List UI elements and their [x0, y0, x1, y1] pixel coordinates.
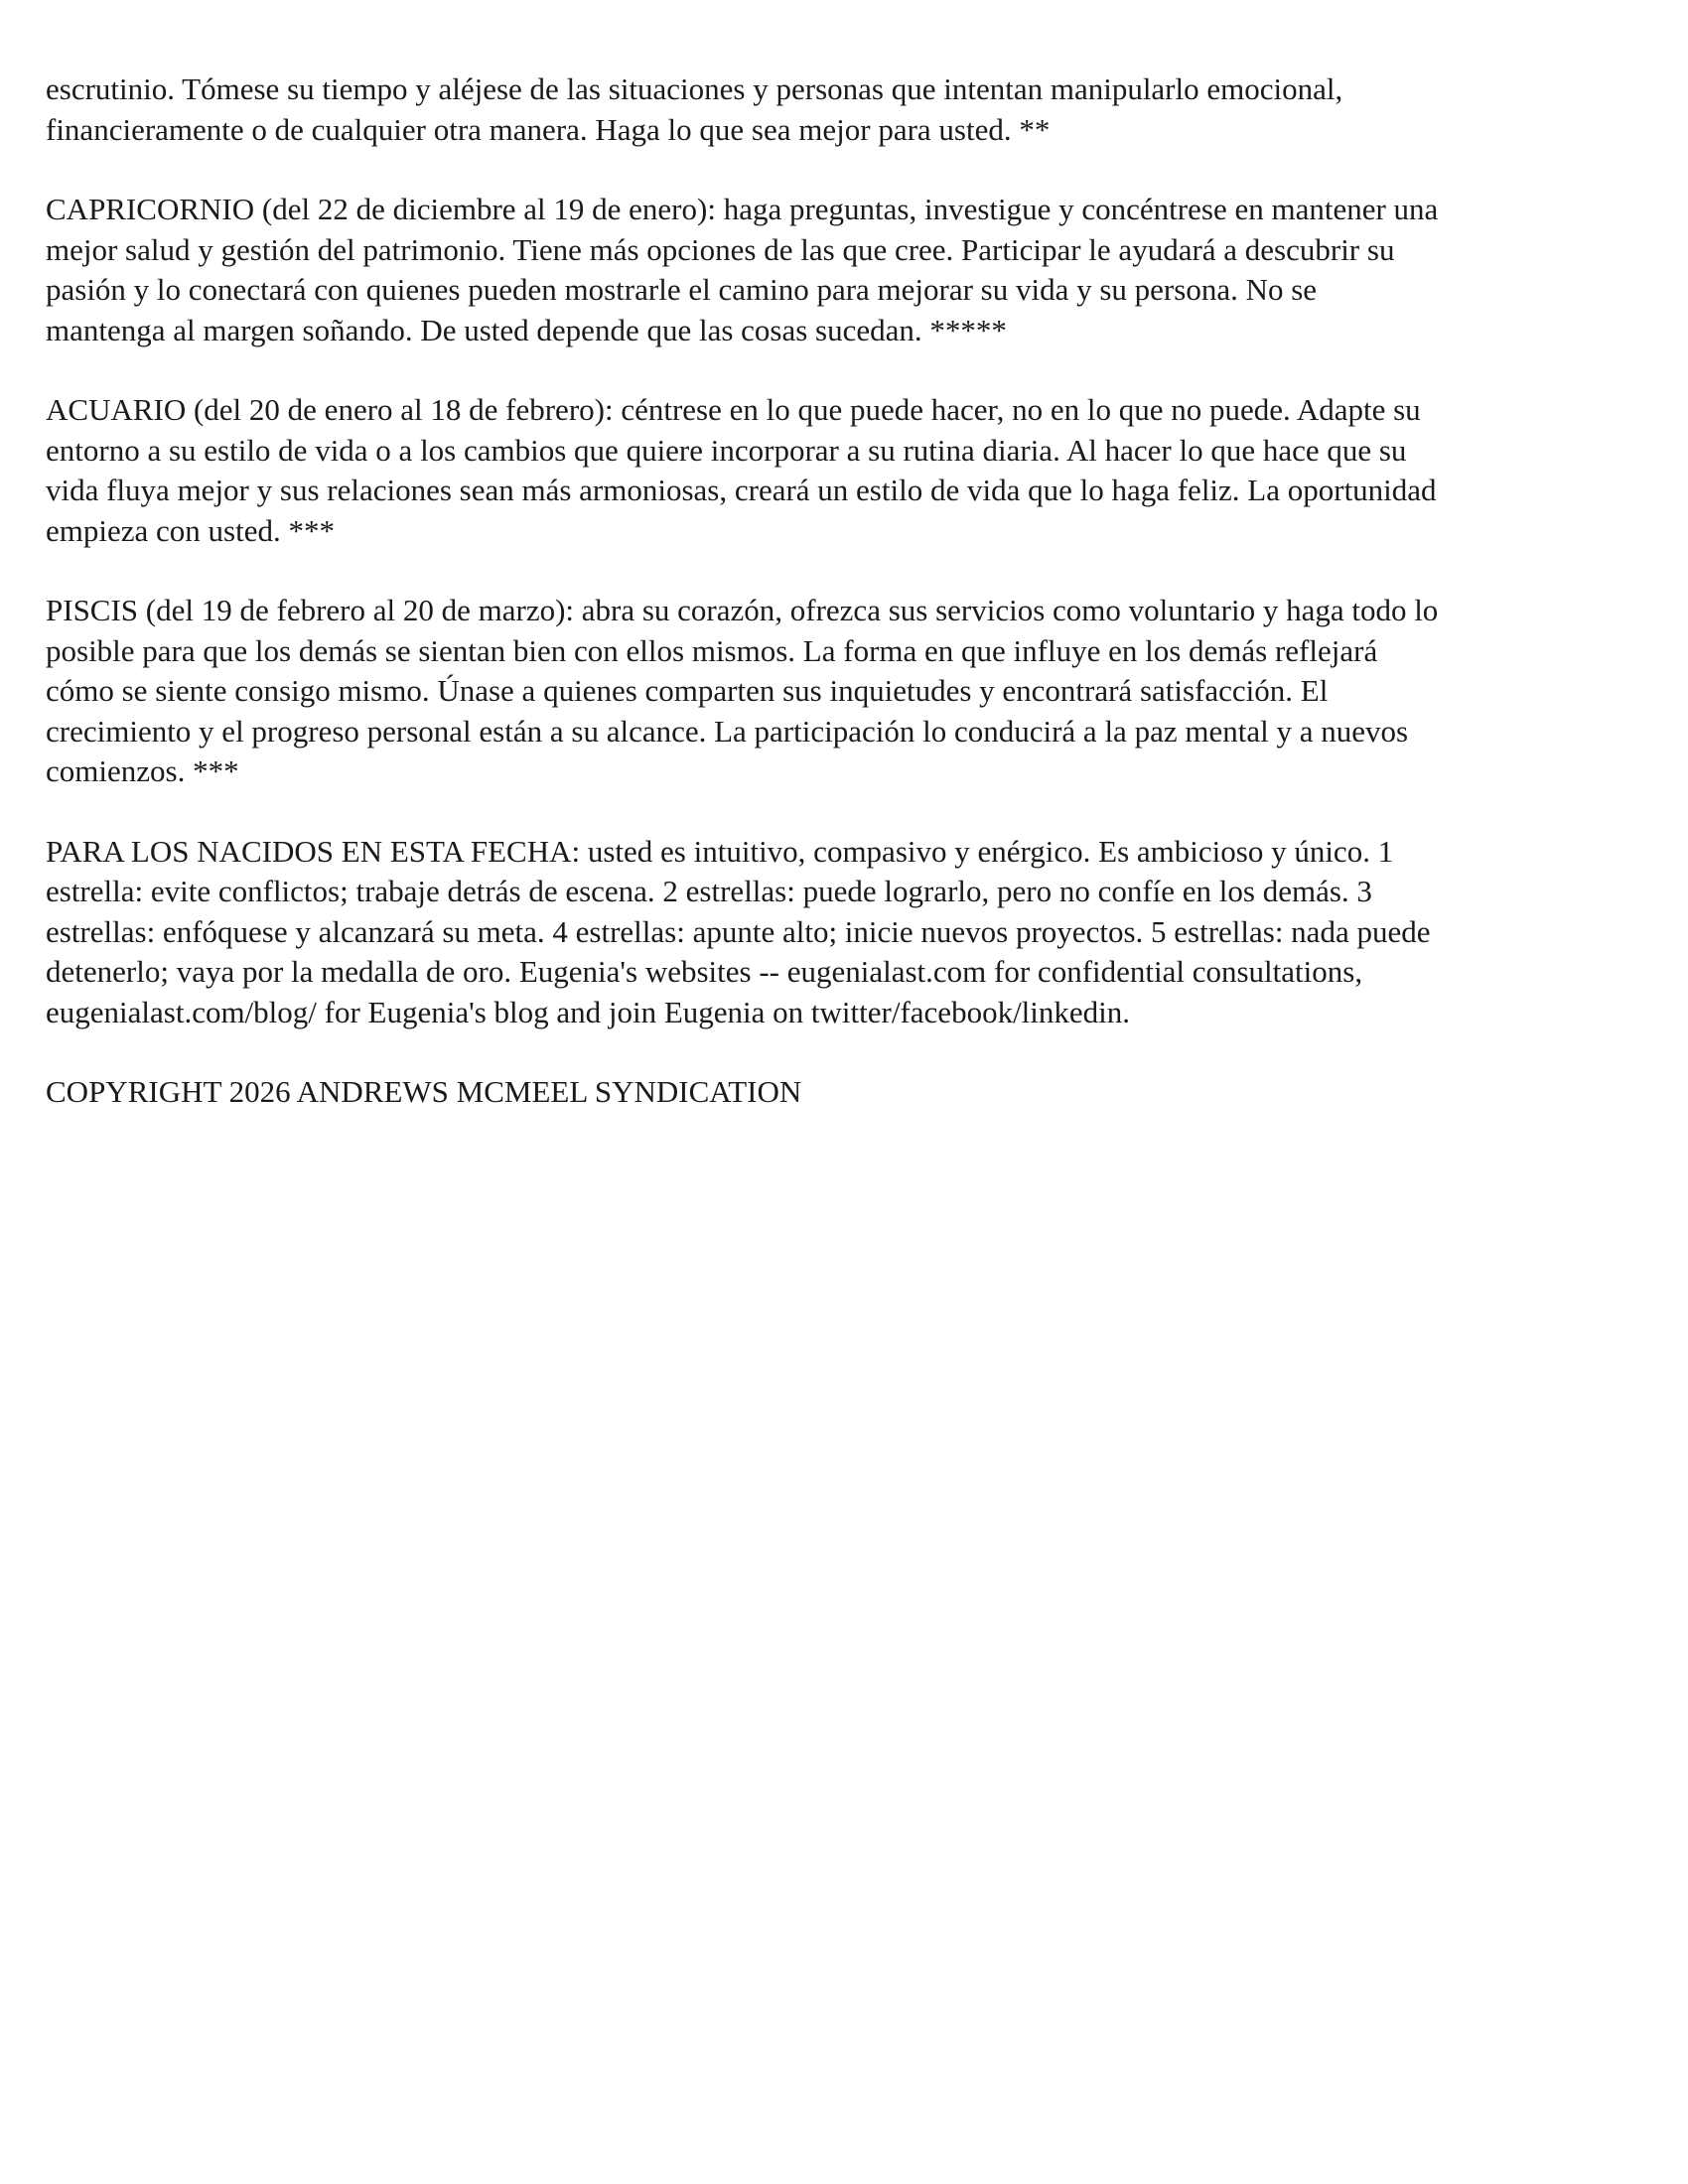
paragraph-capricornio: CAPRICORNIO (del 22 de diciembre al 19 de enero): haga preguntas, investigue y concéntrese en mantener una mejor salud y gestión del patrimonio. Tiene más opciones de las que cree. Participar le ayudará a descubrir su pasión y lo conectará con quienes pueden mostrarle el camino para mejorar su vida y su persona. No se mantenga al margen soñando. De usted depende que las cosas sucedan. ***** — [46, 192, 1439, 347]
copyright-notice: COPYRIGHT 2026 ANDREWS MCMEEL SYNDICATION — [46, 1074, 802, 1109]
paragraph-birthday: PARA LOS NACIDOS EN ESTA FECHA: usted es intuitivo, compasivo y enérgico. Es ambicioso y único. 1 estrella: evite conflictos; trabaje detrás de escena. 2 estrellas: puede lograrlo, pero no confíe en los demás. 3 estrellas: enfóquese y alcanzará su meta. 4 estrellas: apunte alto; inicie nuevos proyectos. 5 estrellas: nada puede detenerlo; vaya por la medalla de oro. Eugenia's websites -- eugenialast.com for confidential consultations, eugenialast.com/blog/ for Eugenia's blog and join Eugenia on twitter/facebook/linkedin. — [46, 833, 1431, 1029]
document-page — [46, 69, 1659, 1153]
paragraph-piscis: PISCIS (del 19 de febrero al 20 de marzo): abra su corazón, ofrezca sus servicios como voluntario y haga todo lo posible para que los demás se sientan bien con ellos mismos. La forma en que influye en los demás reflejará cómo se siente consigo mismo. Únase a quienes comparten sus inquietudes y encontrará satisfacción. El crecimiento y el progreso personal están a su alcance. La participación lo conducirá a la paz mental y a nuevos comienzos. *** — [46, 593, 1439, 788]
paragraph-acuario: ACUARIO (del 20 de enero al 18 de febrero): céntrese en lo que puede hacer, no en lo que no puede. Adapte su entorno a su estilo de vida o a los cambios que quiere incorporar a su rutina diaria. Al hacer lo que hace que su vida fluya mejor y sus relaciones sean más armoniosas, creará un estilo de vida que lo haga feliz. La oportunidad empieza con usted. *** — [46, 392, 1437, 548]
paragraph-continuation: escrutinio. Tómese su tiempo y aléjese de las situaciones y personas que intentan manipularlo emocional, financieramente o de cualquier otra manera. Haga lo que sea mejor para usted. ** — [46, 71, 1343, 147]
